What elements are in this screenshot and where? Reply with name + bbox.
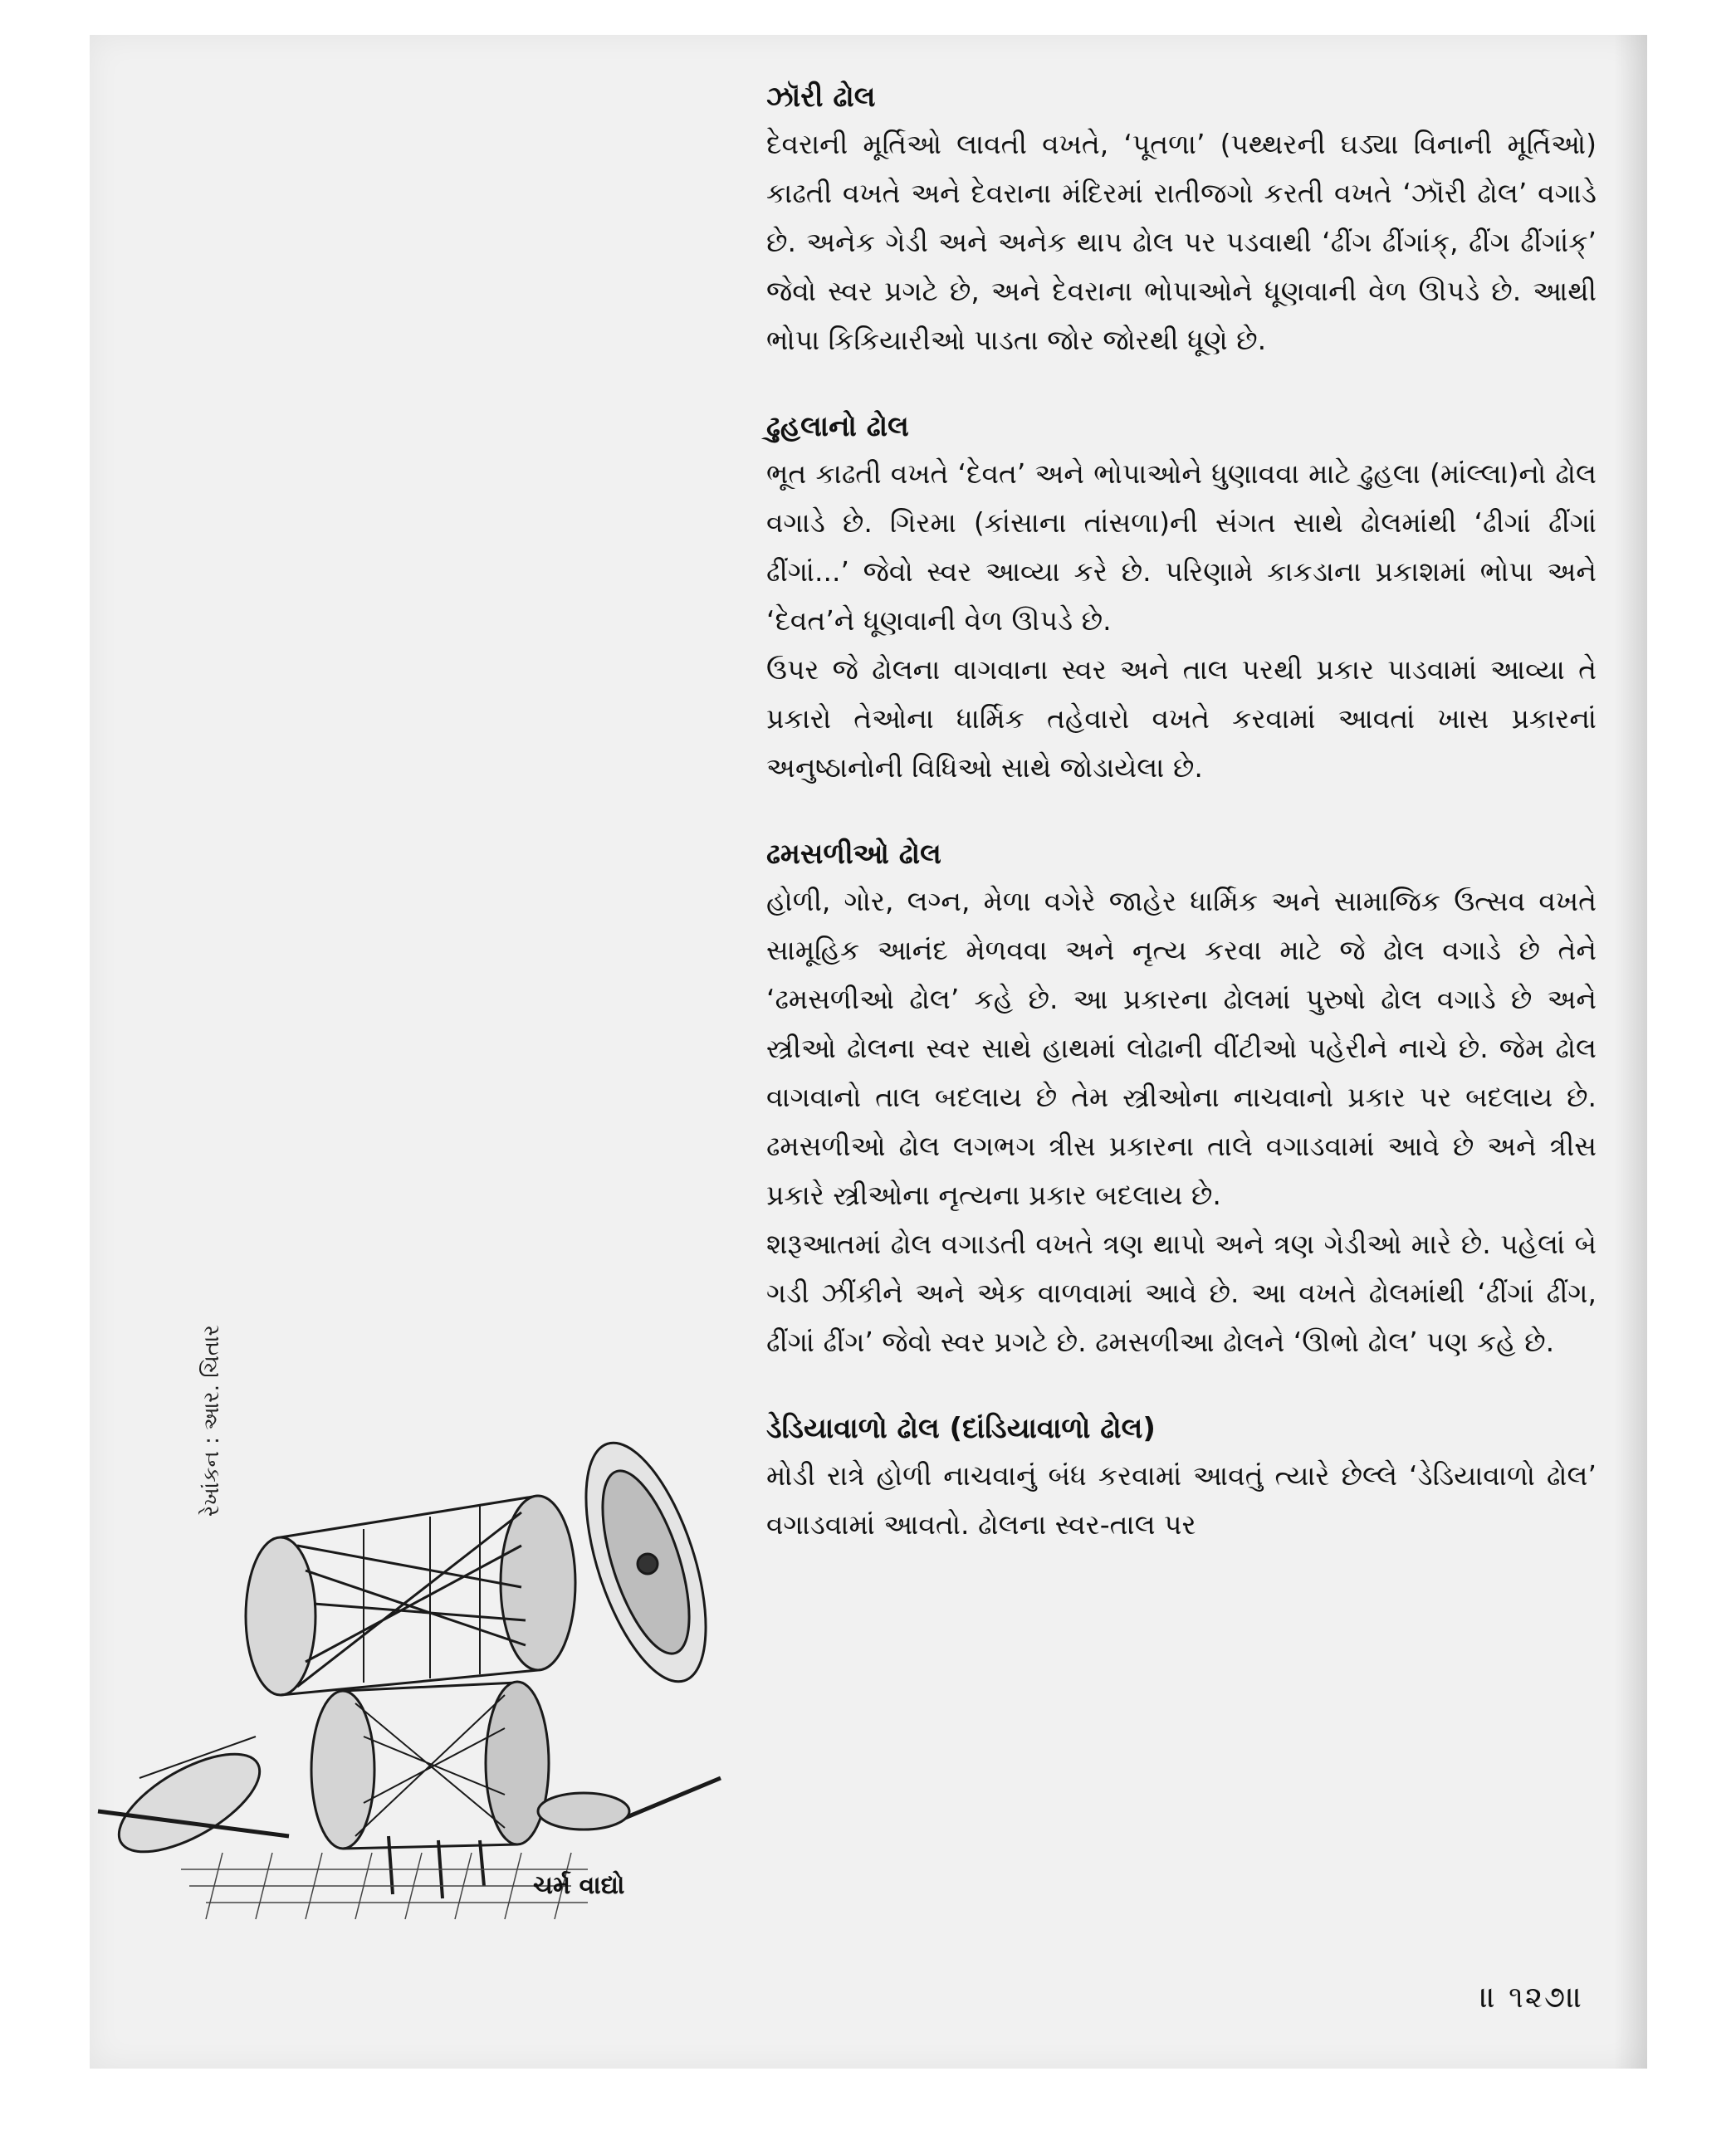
section-paragraph: હોળી, ગોર, લગ્ન, મેળા વગેરે જાહેર ધાર્મિક અને સામાજિક ઉત્સવ વખતે સામૂહિક આનંદ મેળવવા અને નૃત્ય કરવા માટે જે ઢોલ વગાડે છે તેને ‘ઢમસળીઓ ઢોલ’ કહે છે. આ પ્રકારના ઢોલમાં પુરુષો ઢોલ વગાડે છે અને સ્ત્રીઓ ઢોલના સ્વર સાથે હાથમાં લોઢાની વીંટીઓ પહેરીને નાચે છે. જેમ ઢોલ વાગવાનો તાલ બદલાય છે તેમ સ્ત્રીઓના નાચવાનો પ્રકાર પર બદલાય છે. ઢમસળીઓ ઢોલ લગભગ ત્રીસ પ્રકારના તાલે વગાડવામાં આવે છે અને ત્રીસ પ્રકારે સ્ત્રીઓના નૃત્યના પ્રકાર બદલાય છે.	[766, 885, 1597, 1211]
ground-hatch	[181, 1853, 588, 1919]
section-dediyavalo-dhol	[766, 1406, 1597, 1549]
section-paragraph: ભૂત કાઢતી વખતે ‘દેવત’ અને ભોપાઓને ધુણાવવા માટે ઢુહલા (માંલ્લા)નો ઢોલ વગાડે છે. ગિરમા (કાંસાના તાંસળા)ની સંગત સાથે ઢોલમાંથી ‘ઢીગાં ઢીંગાં ઢીંગાં...’ જેવો સ્વર આવ્યા કરે છે. પરિણામે કાકડાના પ્રકાશમાં ભોપા અને ‘દેવત’ને ધૂણવાની વેળ ઊપડે છે.	[766, 457, 1597, 637]
section-paragraph: ઉપર જે ઢોલના વાગવાના સ્વર અને તાલ પરથી પ્રકાર પાડવામાં આવ્યા તે પ્રકારો તેઓના ધાર્મિક તહેવારો વખતે કરવામાં આવતાં ખાસ પ્રકારનાં અનુષ્ઠાનોની વિધિઓ સાથે જોડાયેલા છે.	[766, 653, 1597, 784]
section-zori-dhol	[766, 75, 1597, 364]
illustration-credit: રેખાંકન : આર. ચિતાર	[199, 1325, 224, 1517]
frame-drum-icon	[561, 1429, 730, 1695]
front-drum-icon	[311, 1682, 549, 1898]
section-paragraph: દેવરાની મૂર્તિઓ લાવતી વખતે, ‘પૂતળા’ (પથ્થરની ઘડ્યા વિનાની મૂર્તિઓ) કાઢતી વખતે અને દેવરાના મંદિરમાં રાતીજગો કરતી વખતે ‘ઝૉરી ઢોલ’ વગાડે છે. અનેક ગેડી અને અનેક થાપ ઢોલ પર પડવાથી ‘ઢીંગ ઢીંગાંક્, ઢીંગ ઢીંગાંક્’ જેવો સ્વર પ્રગટે છે, અને દેવરાના ભોપાઓને ધૂણવાની વેળ ઊપડે છે. આથી ભોપા કિકિયારીઓ પાડતા જોર જોરથી ધૂણે છે.	[766, 128, 1597, 356]
illustration-caption: ચર્મ વાદ્યો	[533, 1871, 625, 1900]
book-page	[90, 35, 1647, 2069]
page-number: ॥ ૧૨૭॥	[1479, 1981, 1584, 2015]
section-heading: ડેડિયાવાળો ઢોલ (દાંડિયાવાળો ઢોલ)	[766, 1412, 1156, 1445]
section-paragraph: મોડી રાત્રે હોળી નાચવાનું બંધ કરવામાં આવતું ત્યારે છેલ્લે ‘ડેડિયાવાળો ઢોલ’ વગાડવામાં આવતો. ઢોલના સ્વર-તાલ પર	[766, 1459, 1597, 1541]
text-column	[766, 75, 1597, 1589]
section-heading: ઢુહલાનો ઢોલ	[766, 410, 909, 443]
large-drum-icon	[246, 1496, 575, 1695]
section-heading: ઝૉરી ઢોલ	[766, 81, 876, 114]
drums-illustration	[90, 1421, 762, 2002]
plate-icon	[538, 1793, 629, 1830]
small-drum-icon	[105, 1735, 275, 1871]
page-edge-shadow	[1614, 35, 1647, 2069]
section-heading: ઢમસળીઓ ઢોલ	[766, 838, 941, 871]
section-dhamsalio-dhol	[766, 832, 1597, 1366]
section-dhuhla-dhol	[766, 404, 1597, 792]
section-paragraph: શરૂઆતમાં ઢોલ વગાડતી વખતે ત્રણ થાપો અને ત્રણ ગેડીઓ મારે છે. પહેલાં બે ગડી ઝીંકીને અને એક વાળવામાં આવે છે. આ વખતે ઢોલમાંથી ‘ઢીંગાં ઢીંગ, ઢીંગાં ઢીંગ’ જેવો સ્વર પ્રગટે છે. ઢમસળીઆ ઢોલને ‘ઊભો ઢોલ’ પણ કહે છે.	[766, 1228, 1597, 1358]
